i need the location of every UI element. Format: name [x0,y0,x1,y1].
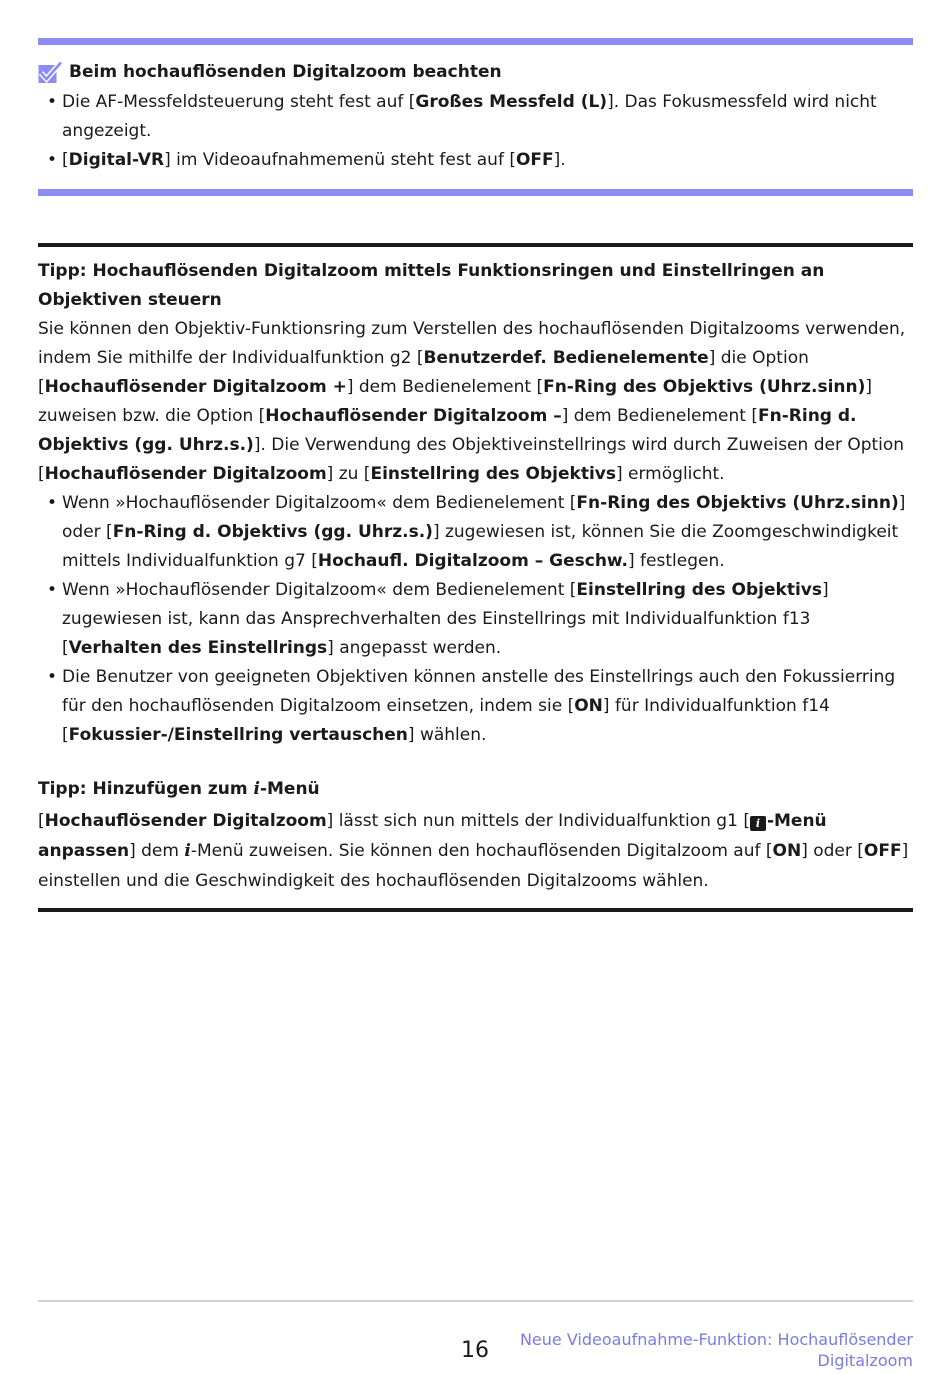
menu-option-label: Großes Messfeld (L) [415,92,608,112]
tip-bottom-rule [38,908,913,912]
tip2-body: [Hochauflösender Digitalzoom] lässt sich nun mittels der Individualfunktion g1 [ i -Menü anpassen] dem i-Menü zuweisen. Sie können den hochauflösenden Digitalzoom auf [ON] oder [OFF] einstellen und die Geschwindigkeit des hochauflösenden Digitalzooms wählen. [38,811,909,891]
menu-option-label: Fn-Ring d. Objektivs (gg. Uhrz.s.) [38,406,857,455]
menu-option-label: Fn-Ring des Objektivs (Uhrz.sinn) [543,377,866,397]
tip1-title-text: Tipp: Hochauflösenden Digitalzoom mittels Funktionsringen und Einstellringen an Objektiven steuern [38,261,825,310]
tip1-bullet: • Wenn »Hochauflösender Digitalzoom« dem Bedienelement [Fn-Ring des Objektivs (Uhrz.sinn)] oder [Fn-Ring d. Objektivs (gg. Uhrz.s.)] zugewiesen ist, können Sie die Zoomgeschwindigkeit mittels Individualfunktion g7 [Hochaufl. Digitalzoom – Geschw.] festlegen. [38,489,913,576]
menu-option-label: Hochauflösender Digitalzoom [44,811,327,831]
tip2-title: Tipp: Hinzufügen zum i-Menü [38,779,320,799]
menu-option-label: Fn-Ring d. Objektivs (gg. Uhrz.s.) [112,522,433,542]
checkmark-icon [38,61,63,84]
menu-option-label: OFF [515,150,554,170]
menu-option-label: Digital-VR [68,150,165,170]
note-bottom-bar [38,189,913,196]
note-bullet: • [Digital-VR] im Videoaufnahmemenü steht fest auf [OFF]. [38,146,913,175]
menu-option-label: OFF [863,841,902,861]
note-bullet: • Die AF-Messfeldsteuerung steht fest auf [Großes Messfeld (L)]. Das Fokusmessfeld wird nicht angezeigt. [38,88,913,146]
tip1-body: Sie können den Objektiv-Funktionsring zum Verstellen des hochauflösenden Digitalzooms verwenden, indem Sie mithilfe der Individualfunktion g2 [Benutzerdef. Bedienelemente] die Option [Hochauflösender Digitalzoom +] dem Bedienelement [Fn-Ring des Objektivs (Uhrz.sinn)] zuweisen bzw. die Option [Hochauflösender Digitalzoom –] dem Bedienelement [Fn-Ring d. Objektivs (gg. Uhrz.s.)]. Die Verwendung des Objektiveinstellrings wird durch Zuweisen der Option [Hochauflösender Digitalzoom] zu [Einstellring des Objektivs] ermöglicht. [38,319,906,484]
menu-option-label: Hochauflösender Digitalzoom [44,464,327,484]
i-menu-icon: i [750,816,766,831]
note-heading [38,58,502,86]
note-title: Beim hochauflösenden Digitalzoom beachten [69,62,502,82]
menu-option-label: Fn-Ring des Objektivs (Uhrz.sinn) [576,493,899,513]
footer-rule [38,1300,913,1302]
note-top-bar [38,38,913,45]
tip1-bullet: • Die Benutzer von geeigneten Objektiven können anstelle des Einstellrings auch den Fokussierring für den hochauflösenden Digitalzoom einsetzen, indem sie [ON] für Individualfunktion f14 [Fokussier-/Einstellring vertauschen] wählen. [38,663,913,750]
menu-option-label: Hochauflösender Digitalzoom – [265,406,562,426]
menu-option-label: Hochauflösender Digitalzoom + [44,377,347,397]
tip1-bullet: • Wenn »Hochauflösender Digitalzoom« dem Bedienelement [Einstellring des Objektivs] zugewiesen ist, kann das Ansprechverhalten des Einstellrings mit Individualfunktion f13 [Verhalten des Einstellrings] angepasst werden. [38,576,913,663]
menu-option-label: Verhalten des Einstellrings [68,638,328,658]
section-title-link[interactable]: Neue Videoaufnahme-Funktion: Hochauflösender Digitalzoom [519,1330,913,1370]
menu-option-label: Hochaufl. Digitalzoom – Geschw. [317,551,629,571]
menu-option-label: Fokussier-/Einstellring vertauschen [68,725,408,745]
page-number: 16 [461,1338,489,1363]
menu-option-label: Benutzerdef. Bedienelemente [423,348,709,368]
menu-option-label: Einstellring des Objektivs [576,580,822,600]
note-bullet-list [38,88,913,175]
menu-option-label: -Menü anpassen [38,811,827,861]
menu-option-label: Einstellring des Objektivs [370,464,616,484]
tip-top-rule [38,243,913,247]
i-menu-icon: i [253,779,260,799]
menu-option-label: ON [772,841,802,861]
tip1-bullet-list [38,489,913,750]
i-menu-icon: i [184,841,191,861]
tip1-title [38,257,913,315]
menu-option-label: ON [574,696,603,716]
